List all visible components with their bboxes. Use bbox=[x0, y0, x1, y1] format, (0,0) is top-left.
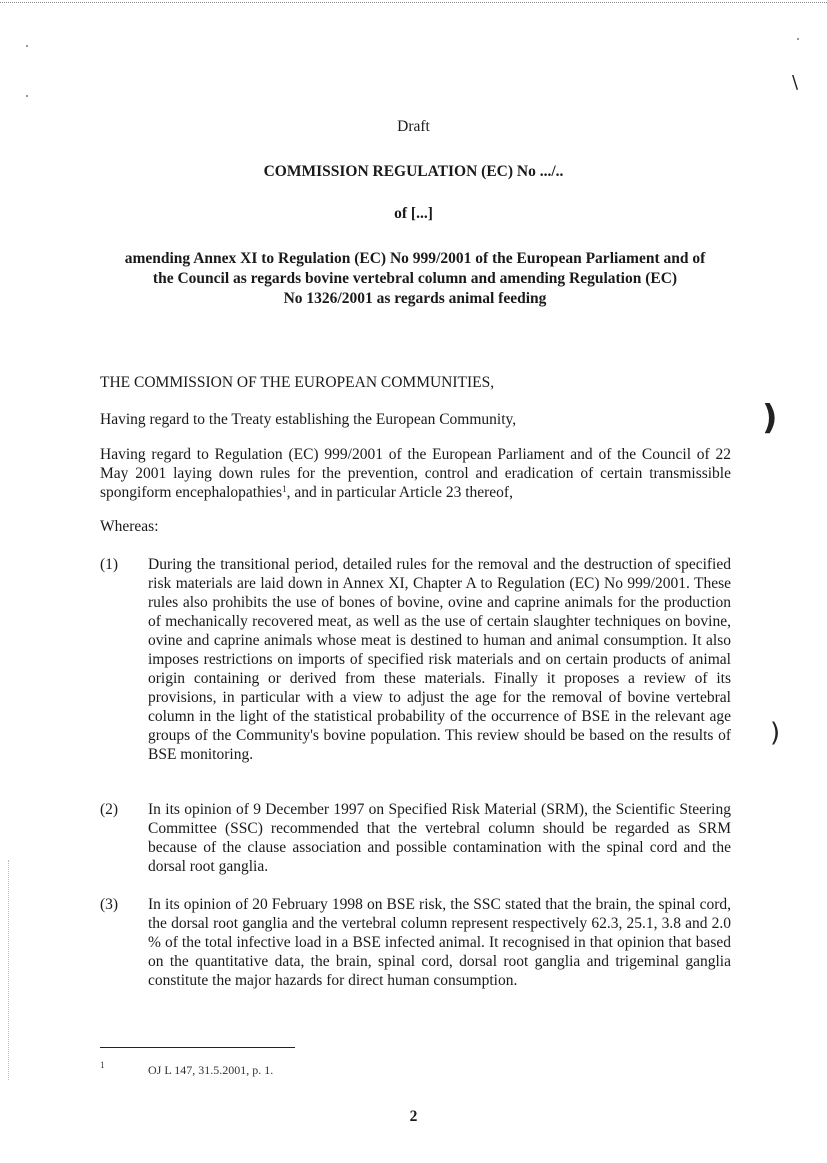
page-number: 2 bbox=[409, 1108, 418, 1125]
treaty-citation: Having regard to the Treaty establishing the European Community, bbox=[100, 411, 517, 428]
recital-text: During the transitional period, detailed rules for the removal and the destruction of specified risk materials are laid down in Annex XI, Chapter A to Regulation (EC) No 999/2001. These rules also prohibits the use of bones of bovine, ovine and caprine animals for the production of mechanically recovered meat, as well as the use of certain slaughter techniques on bovine, ovine and caprine animals whose meat is destined to human and animal consumption. It also imposes restrictions on imports of specified risk materials and on certain products of animal origin containing or derived from these materials. Finally it proposes a review of its provisions, in particular with a view to adjust the age for the removal of bovine vertebral column in the light of the statistical probability of the occurrence of BSE in the relevant age groups of the Community's bovine population. This review should be based on the results of BSE monitoring. bbox=[148, 556, 731, 763]
top-scan-border bbox=[0, 2, 827, 3]
recital-number: (3) bbox=[100, 896, 119, 913]
margin-pen-mark: ) bbox=[770, 718, 781, 748]
whereas-label: Whereas: bbox=[100, 518, 159, 535]
recital-text: In its opinion of 9 December 1997 on Specified Risk Material (SRM), the Scientific Steering Committee (SSC) recommended that the vertebral column should be regarded as SRM because of the clause association and possible contamination with the spinal cord and the dorsal root ganglia. bbox=[148, 801, 731, 875]
scan-edge-line bbox=[8, 860, 9, 1080]
footnote-separator bbox=[100, 1047, 295, 1048]
subject-line: amending Annex XI to Regulation (EC) No 999/2001 of the European Parliament and of bbox=[124, 250, 706, 267]
margin-punch-mark: ) bbox=[762, 398, 778, 438]
recital-number: (1) bbox=[100, 556, 119, 573]
commission-heading: THE COMMISSION OF THE EUROPEAN COMMUNITIES, bbox=[100, 374, 495, 391]
regulation-subject bbox=[95, 249, 735, 309]
regulation-citation bbox=[100, 445, 731, 502]
scan-speck bbox=[26, 95, 28, 97]
recital-text: In its opinion of 20 February 1998 on BSE risk, the SSC stated that the brain, the spinal cord, the dorsal root ganglia and the vertebral column represent respectively 62.3, 25.1, 3.8 and 2.0 % of the total infective load in a BSE infected animal. It recognised in that opinion that based on the quantitative data, the brain, spinal cord, dorsal root ganglia and trigeminal ganglia constitute the major hazards for direct human consumption. bbox=[148, 896, 731, 989]
footnote-text: OJ L 147, 31.5.2001, p. 1. bbox=[148, 1063, 274, 1077]
scan-speck bbox=[797, 38, 799, 40]
subject-line: No 1326/2001 as regards animal feeding bbox=[283, 290, 547, 307]
scan-speck bbox=[26, 45, 28, 47]
subject-line: the Council as regards bovine vertebral column and amending Regulation (EC) bbox=[152, 270, 678, 287]
footnote-mark: 1 bbox=[100, 1060, 105, 1070]
draft-label: Draft bbox=[397, 118, 430, 135]
recital-number: (2) bbox=[100, 801, 119, 818]
margin-pen-mark: \ bbox=[792, 72, 799, 93]
footnote-reference: 1 bbox=[282, 484, 287, 494]
regulation-title: COMMISSION REGULATION (EC) No .../.. bbox=[263, 163, 564, 180]
regulation-citation-text: Having regard to Regulation (EC) 999/2001 of the European Parliament and of the Council of 22 May 2001 laying down rules for the prevention, control and eradication of certain transmissible spongiform encephalopathies bbox=[100, 446, 731, 501]
regulation-citation-text: , and in particular Article 23 thereof, bbox=[286, 484, 513, 501]
regulation-date: of [...] bbox=[394, 205, 433, 222]
